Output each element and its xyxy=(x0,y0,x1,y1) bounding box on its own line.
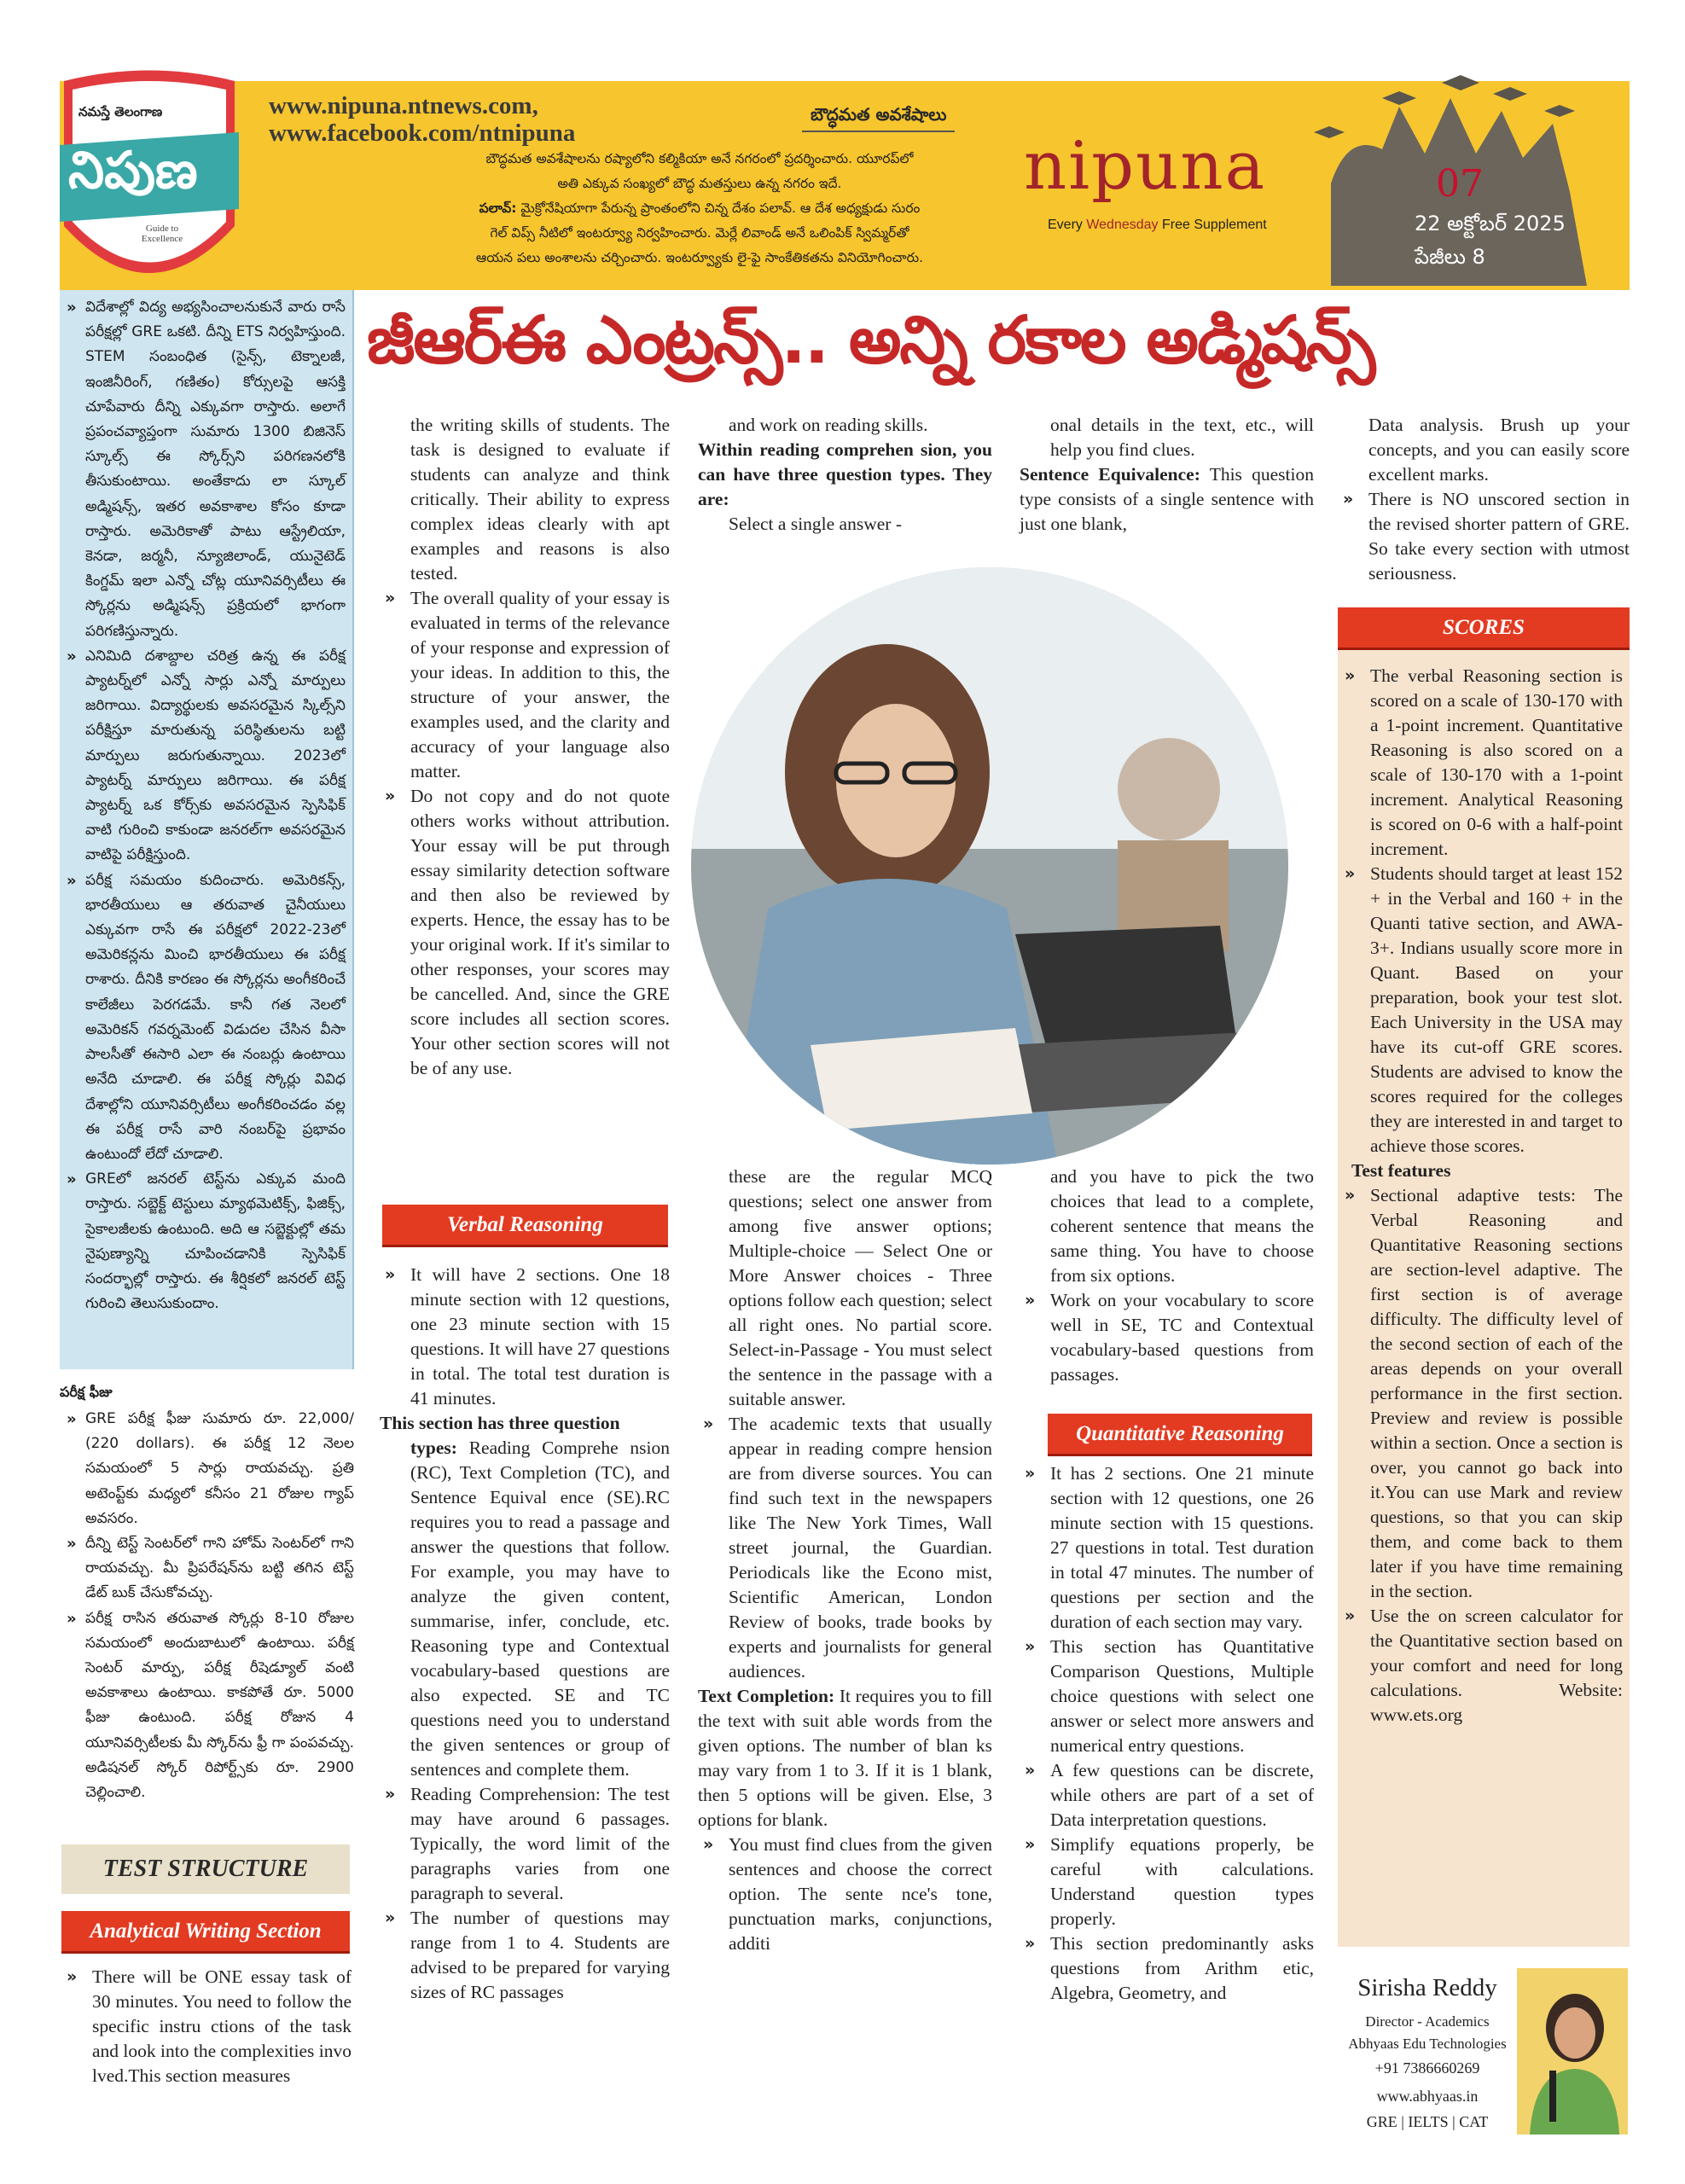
vocab-bullet: » Work on your vocabulary to score well in SE, TC and Contextual vocabulary-based questions from passages. xyxy=(1020,1288,1314,1387)
page-count: పేజీలు 8 xyxy=(1415,245,1485,269)
test-features-heading: Test features xyxy=(1351,1160,1451,1181)
news-line: మైక్రోనేషియాగా పేరున్న ప్రాంతంలోని చిన్న దేశం పలావ్. ఆ దేశ అధ్యక్షుడు సురం xyxy=(520,200,921,216)
column-b-lower xyxy=(698,1165,992,1956)
issue-date: 22 అక్టోబర్ 2025 xyxy=(1415,212,1566,235)
vr-types: This section has three question types: Reading Comprehe nsion (RC), Text Completion (TC), and Sentence Equival ence (SE).RC requires you to read a passage and answer the questions that follow. For example, you may have to analyze the given content, summarise, infer, conclude, etc. Reasoning type and Contextual vocabulary-based questions are also expected. SE and TC questions need you to understand the given sentences or group of sentences and complete them. xyxy=(380,1413,670,1780)
fees-item: » దీన్ని టెస్ట్ సెంటర్‌లో గాని హోమ్ సెంటర్‌లో గాని రాయవచ్చు. మీ ప్రిపరేషన్‌ను బట్టి తగిన టెస్ట్ డేట్ బుక్ చేసుకోవచ్చు. xyxy=(60,1531,354,1606)
news-brief xyxy=(401,102,998,282)
column-c-top: onal details in the text, etc., will help you find clues. Sentence Equivalence: This question type consists of a single sentence with just one blank, xyxy=(1020,413,1314,537)
student-laptop-illustration xyxy=(691,567,1288,1165)
page-number: 07 xyxy=(1436,162,1484,206)
author-role: Director - Academics xyxy=(1365,2013,1490,2030)
fees-item: » పరీక్ష రాసిన తరువాత స్కోర్లు 8-10 రోజుల సమయంలో అందుబాటులో ఉంటాయి. పరీక్ష సెంటర్ మార్పు, పరీక్ష రీషెడ్యూల్ వంటి అవకాశాలు ఉంటాయి. కాకపోతే రూ. 5000 ఫీజు ఉంటుంది. పరీక్ష రోజున 4 యూనివర్సిటీలకు మీ స్కోర్‌ను ఫ్రీ గా పంపవచ్చు. అడిషనల్ స్కోర్ రిపోర్ట్స్‌కు రూ. 2900 చెల్లించాలి. xyxy=(60,1606,354,1806)
intro-paragraph: » ఎనిమిది దశాబ్దాల చరిత్ర ఉన్న ఈ పరీక్ష ప్యాటర్న్‌లో ఎన్నో సార్లు ఎన్నో మార్పులు జరిగాయి. విద్యార్థులకు అవసరమైన స్కిల్స్‌ని పరీక్షిస్తూ మారుతున్న పరిస్థితులను బట్టి మార్పులు జరుగుతున్నాయి. 2023లో ప్యాటర్న్ మార్పులు జరిగాయి. ఈ పరీక్ష ప్యాటర్న్ ఒక కోర్స్‌కు అవసరమైన స్పెసిఫిక్ వాటి గురించి కాకుండా జనరల్‌గా అవసరమైన వాటిపై పరీక్షిస్తుంది. xyxy=(60,644,346,868)
intro-paragraph: » పరీక్ష సమయం కుదించారు. అమెరికన్స్, భారతీయులు ఆ తరువాత చైనీయులు ఎక్కువగా రాసే ఈ పరీక్షలో 2022-23లో అమెరికన్లను మించి భారతీయులు ఈ పరీక్ష రాశారు. దీనికి కారణం ఈ స్కోర్లను అంగీకరించే కాలేజీలు పెరగడమే. కానీ గత నెలలో అమెరికన్ గవర్నమెంట్ విడుదల చేసిన వీసా పాలసీతో ఈసారి ఎలా ఈ నంబర్లు ఉంటాయి అనేది చూడాలి. ఈ పరీక్ష స్కోర్లు వివిధ దేశాల్లోని యూనివర్సిటీలు అంగీకరించడం వల్ల ఈ పరీక్ష రాసే వారి నంబర్‌పై ప్రభావం ఉంటుందో లేదో చూడాలి. xyxy=(60,868,346,1167)
student-photo xyxy=(691,567,1288,1165)
facebook-url-link[interactable]: www.facebook.com/ntnipuna xyxy=(269,119,576,147)
feature-bullet: » Sectional adaptive tests: The Verbal Reasoning and Quantitative Reasoning sections are section-level adaptive. The first section is of average difficulty. The difficulty level of the second section of each of the areas depends on your overall performance in the first section. Preview and review is possible within a section. Once a section is over, you cannot go back into it.You can use Mark and review questions, so that you can skip them, and come back to them later if you have time remaining in the section. xyxy=(1339,1183,1623,1604)
test-structure-heading: TEST STRUCTURE xyxy=(102,1856,309,1882)
quant-bullet: » This section predominantly asks questions from Arithm etic, Algebra, Geometry, and xyxy=(1020,1931,1314,2006)
fees-section xyxy=(60,1384,354,1805)
rc-bullet: » The number of questions may range from 1 to 4. Students are advised to be prepared for varying sizes of RC passages xyxy=(380,1906,670,2005)
news-line: ఆయన పలు అంశాలను చర్చించారు. ఇంటర్వ్యూకు లై-ఫై సాంకేతికతను వినియోగించారు. xyxy=(475,250,924,265)
author-website[interactable]: www.abhyaas.in xyxy=(1376,2088,1479,2105)
news-line: గెల్ విప్స్ నీటిలో ఇంటర్వ్యూ నిర్వహించారు. మెర్లే లివాండ్ అనే ఒలింపిక్ స్విమ్మర్‌తో xyxy=(490,225,909,241)
scores-content xyxy=(1339,664,1623,1728)
tc-paragraph: Text Completion: It requires you to fill the text with suit able words from the given options. The number of blan ks may vary from 1 to 3. If it is 1 blank, then 5 options will be given. Else, 3 options for blank. xyxy=(698,1686,993,1830)
score-bullet: » The verbal Reasoning section is scored on a scale of 130-170 with a 1-point increment. Quantitative Reasoning is also scored on a scale of 130-170 with a 1-point increment. Analytical Reasoning is scored on 0-6 with a half-point increment. xyxy=(1339,664,1623,862)
quant-bullet: » Simplify equations properly, be careful with calculations. Understand question types properly. xyxy=(1020,1833,1314,1931)
clue-bullet: » You must find clues from the given sentences and choose the correct option. The sente nce's tone, punctuation marks, conjunctions, additi xyxy=(698,1833,992,1956)
news-title: బౌద్ధమత అవశేషాలు xyxy=(802,102,955,132)
fees-heading: పరీక్ష ఫీజు xyxy=(60,1384,113,1400)
column-d-top: Data analysis. Brush up your concepts, and you can easily score excellent marks. » There is NO unscored section in the revised shorter pattern of GRE. So take every section with utmost seriousness. xyxy=(1338,413,1630,586)
fees-item: » GRE పరీక్ష ఫీజు సుమారు రూ. 22,000/ (220 dollars). ఈ పరీక్ష 12 నెలల సమయంలో 5 సార్లు రాయవచ్చు. ప్రతి అటెంప్ట్‌కు మధ్యలో కనీసం 21 రోజుల గ్యాప్ అవసరం. xyxy=(60,1407,354,1531)
score-bullet: » Students should target at least 152 + in the Verbal and 160 + in the Quanti tative section, and AWA-3+. Indians usually score more in Quant. Based on your preparation, book your test slot. Each University in the USA may have its cut-off GRE scores. Students are advised to know the scores required for the colleges they are interested in and target to achieve those scores. xyxy=(1339,862,1623,1159)
author-card xyxy=(1338,1947,1630,2164)
author-org: Abhyaas Edu Technologies xyxy=(1348,2036,1507,2052)
logo-main-text: నిపుణ xyxy=(68,141,198,200)
quant-bullet: » A few questions can be discrete, while others are part of a set of Data interpretation questions. xyxy=(1020,1758,1314,1833)
intro-paragraph: » విదేశాల్లో విద్య అభ్యసించాలనుకునే వారు రాసే పరీక్షల్లో GRE ఒకటి. దీన్ని ETS నిర్వహిస్తుంది. STEM సంబంధిత (సైన్స్, టెక్నాలజీ, ఇంజినీరింగ్, గణితం) కోర్సులపై ఆసక్తి చూపేవారు దీన్ని ఎక్కువగా రాస్తారు. అలాగే ప్రపంచవ్యాప్తంగా సుమారు 1300 బిజినెస్ స్కూల్స్ ఈ స్కోర్స్‌ని పరిగణనలోకి తీసుకుంటాయి. అంతేకాదు లా స్కూల్ అడ్మిషన్స్, ఇతర అవకాశాల కోసం కూడా రాస్తారు. అమెరికాతో పాటు ఆస్ట్రేలియా, కెనడా, జర్మనీ, న్యూజిలాండ్, యునైటెడ్ కింగ్డమ్ ఇలా ఎన్నో చోట్ల యూనివర్సిటీలు ఈ స్కోర్లను అడ్మిషన్స్ ప్రక్రియలో భాగంగా పరిగణిస్తున్నారు. xyxy=(60,295,346,644)
column-b-top: and work on reading skills. Within reading comprehen sion, you can have three question types. They are: Select a single answer - xyxy=(698,415,992,534)
mcq-paragraph: these are the regular MCQ questions; select one answer from among five answer options; Multiple-choice — Select One or More Answer choices - Three options follow each question; select all right ones. No partial score. Select-in-Passage - You must select the sentence in the passage with a suitable answer. xyxy=(729,1166,992,1409)
se-paragraph: Sentence Equivalence: This question type consists of a single sentence with just one blank, xyxy=(1020,464,1314,534)
news-line: బౌద్ధమత అవశేషాలను రష్యాలోని కల్మికియా అనే నగరంలో ప్రదర్శించారు. యూరప్‌లో xyxy=(485,151,914,166)
column-c-quant xyxy=(1020,1461,1314,2006)
vr-bullet: » It will have 2 sections. One 18 minute section with 12 questions, one 23 minute section with 15 questions. It will have 27 questions in total. The total test duration is 41 minutes. xyxy=(380,1263,670,1411)
column-a-lower xyxy=(380,1263,670,2005)
author-photo xyxy=(1517,1968,1628,2135)
logo-sub-text: Guide to Excellence xyxy=(141,224,183,244)
feature-bullet: » Use the on screen calculator for the Quantitative section based on your comfort and need for long calculations. Website: www.ets.org xyxy=(1339,1604,1623,1728)
aw-bullet: » The overall quality of your essay is evaluated in terms of the relevance of your response and expression of your ideas. In addition to this, the structure of your answer, the examples used, and the clarity and accuracy of your language also matter. xyxy=(380,586,670,784)
rc-sources-bullet: » The academic texts that usually appear in reading compre hension are from diverse sources. You can find such text in the newspapers like The New York Times, Wall street journal, the Guardian. Periodicals like the Econo mist, Scientific American, London Review of books, trade books by experts and journalists for general audiences. xyxy=(698,1412,992,1684)
news-line: అతి ఎక్కువ సంఖ్యలో బౌద్ధ మతస్తులు ఉన్న నగరం ఇదే. xyxy=(557,176,842,191)
aw-bullet: » Do not copy and do not quote others works without attribution. Your essay will be put through essay similarity detection software and then also be reviewed by experts. Hence, the essay has to be your original work. If it's similar to other responses, your scores may be cancelled. And, since the GRE score includes all section scores. Your other section scores will not be of any use. xyxy=(380,784,670,1081)
author-phone: +91 7386660269 xyxy=(1374,2059,1480,2077)
brand-name: nipuna xyxy=(1024,128,1267,205)
intro-sidebar xyxy=(60,290,354,1369)
aw-continued: the writing skills of students. The task is designed to evaluate if students can analyze and think critically. Their ability to express complex ideas clearly with apt examples and reasons is also tested. xyxy=(410,415,670,584)
aw-bullet: » There will be ONE essay task of 30 minutes. You need to follow the specific instru ctions of the task and look into the complexities invo lved.This section measures xyxy=(61,1965,352,2088)
rc-types-intro: Within reading comprehen sion, you can have three question types. They are: xyxy=(698,439,992,509)
quant-bullet: » This section has Quantitative Comparison Questions, Multiple choice questions with select one answer or select more answers and numerical entry questions. xyxy=(1020,1635,1314,1758)
intro-paragraph: » GREలో జనరల్ టెస్ట్‌ను ఎక్కువ మంది రాస్తారు. సబ్జెక్ట్ టెస్టులు మ్యాథమెటిక్స్, ఫిజిక్స్, సైకాలజీలకు ఉంటుంది. అది ఆ సబ్జెక్టుల్లో తమ నైపుణ్యాన్ని చూపించడానికి స్పెసిఫిక్ సందర్భాల్లో రాస్తారు. ఈ శీర్షికలో జనరల్ టెస్ట్ గురించి తెలుసుకుందాం. xyxy=(60,1167,346,1316)
quant-bullet: » It has 2 sections. One 21 minute section with 12 questions, one 26 minute section with 15 questions. 27 questions in total. Test duration in total 47 minutes. The number of questions per section and the duration of each section may vary. xyxy=(1020,1461,1314,1635)
rc-bullet: » Reading Comprehension: The test may have around 6 passages. Typically, the word limit of the paragraphs varies from one paragraph to several. xyxy=(380,1782,670,1906)
se-continued: and you have to pick the two choices that lead to a complete, coherent sentence that means the same thing. You have to choose from six options. xyxy=(1050,1166,1314,1286)
site-url-link[interactable]: www.nipuna.ntnews.com, xyxy=(269,92,538,119)
scores-heading: SCORES xyxy=(1338,607,1630,650)
author-tags: GRE | IELTS | CAT xyxy=(1366,2113,1489,2130)
author-name: Sirisha Reddy xyxy=(1357,1974,1497,2001)
column-a xyxy=(380,413,670,1081)
column-c-lower xyxy=(1020,1165,1314,1387)
logo-top-text: నమస్తే తెలంగాణ xyxy=(78,104,163,119)
quantitative-heading: Quantitative Reasoning xyxy=(1048,1414,1312,1456)
analytical-writing-heading: Analytical Writing Section xyxy=(61,1911,350,1954)
news-label: పలావ్: xyxy=(479,200,517,216)
unscored-bullet: » There is NO unscored section in the revised shorter pattern of GRE. So take every section with utmost seriousness. xyxy=(1338,487,1630,586)
headline: జీఆర్ఈ ఎంట్రన్స్.. అన్ని రకాల అడ్మిషన్స్ xyxy=(367,303,1374,379)
tagline: Every Wednesday Free Supplement xyxy=(1048,218,1267,232)
verbal-reasoning-heading: Verbal Reasoning xyxy=(382,1205,668,1247)
